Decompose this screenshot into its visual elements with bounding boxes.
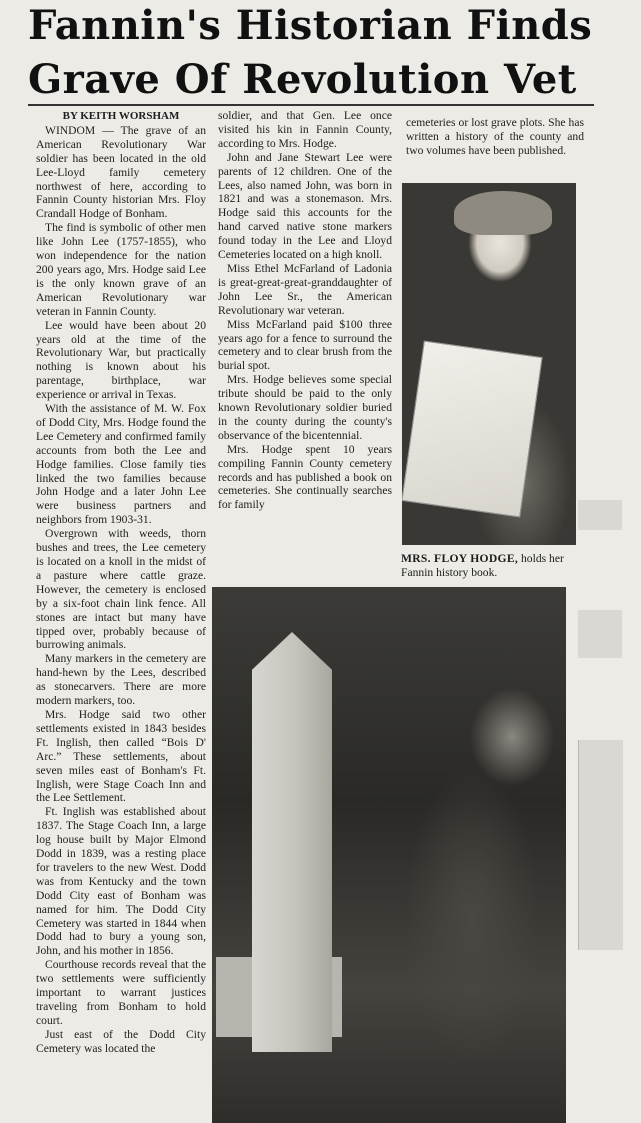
- paragraph: Many markers in the cemetery are hand-hewn by the Lees, described as stonecarvers. There are more modern markers, too.: [36, 652, 206, 708]
- photo-caption: [401, 552, 579, 580]
- photo-subject-hair: [454, 191, 552, 235]
- article-column-2: [218, 109, 392, 512]
- paragraph: cemeteries or lost grave plots. She has written a history of the county and two volumes have been published.: [406, 116, 584, 157]
- paragraph: The find is symbolic of other men like John Lee (1757-1855), who won independence for the nation 200 years ago, Mrs. Hodge said Lee is the only known grave of an American Revolutionary war veteran in Fannin County.: [36, 221, 206, 318]
- paragraph: Miss McFarland paid $100 three years ago for a fence to surround the cemetery and to clear brush from the burial spot.: [218, 317, 392, 373]
- paragraph: Lee would have been about 20 years old at the time of the Revolutionary War, but practically nothing is known about his parentage, birthplace, war experience or arrival in Texas.: [36, 318, 206, 402]
- caption-text: holds her Fannin history book.: [401, 552, 564, 579]
- adjacent-page-fragment: [578, 740, 623, 950]
- paragraph: John and Jane Stewart Lee were parents of 12 children. One of the Lees, also named John, was born in 1821 and was a stonemason. Mrs. Hodge said this accounts for the hand carved native stone markers found today in the Lee and Lloyd Cemeteries located on a high knoll.: [218, 150, 392, 262]
- paragraph: With the assistance of M. W. Fox of Dodd City, Mrs. Hodge found the Lee Cemetery and confirmed family accounts from both the Lee and Hodge families. Close family ties linked the two families because John Hodge and a later John Lee were business partners and neighbors from 1903-31.: [36, 402, 206, 527]
- history-book: [402, 340, 543, 517]
- paragraph: WINDOM — The grave of an American Revolutionary War soldier has been located in the old Lee-Lloyd family cemetery northwest of here, according to Fannin County historian Mrs. Floy Crandall Hodge of Bonham.: [36, 123, 206, 221]
- paragraph: Mrs. Hodge said two other settlements existed in 1843 besides Ft. Inglish, then called “Bois D' Arc.” These settlements, about seven miles east of Bonham's Ft. Inglish, were Stage Coach Inn and the Lee Settlement.: [36, 707, 206, 805]
- byline: BY KEITH WORSHAM: [62, 110, 180, 122]
- paragraph: Mrs. Hodge believes some special tribute should be paid to the only known Revolutionary soldier buried in the county during the county's observance of the bicentennial.: [218, 373, 392, 442]
- headline-line-1: Fannin's Historian Finds: [28, 2, 593, 49]
- paragraph: Courthouse records reveal that the two settlements were sufficiently important to warrant justices traveling from Bonham to hold court.: [36, 958, 206, 1027]
- gravestone: [252, 632, 332, 1052]
- headline-line-2: Grave Of Revolution Vet: [28, 56, 577, 103]
- paragraph: Overgrown with weeds, thorn bushes and trees, the Lee cemetery is located on a knoll in the midst of a pasture where cattle graze. However, the cemetery is enclosed by a six-foot chain link fence. All stones are intact but many have tipped over, probably because of burrowing animals.: [36, 527, 206, 652]
- paragraph: Miss Ethel McFarland of Ladonia is great-great-great-granddaughter of John Lee Sr., the American Revolutionary war veteran.: [218, 261, 392, 317]
- portrait-photo: [402, 183, 576, 545]
- adjacent-page-fragment: [578, 500, 622, 530]
- headline-rule: [28, 104, 594, 106]
- paragraph: Just east of the Dodd City Cemetery was located the: [36, 1027, 206, 1055]
- paragraph: soldier, and that Gen. Lee once visited his kin in Fannin County, according to Mrs. Hodge.: [218, 109, 392, 150]
- adjacent-page-fragment: [578, 610, 622, 658]
- paragraph: Mrs. Hodge spent 10 years compiling Fannin County cemetery records and has published a book on cemeteries. She continually searches for family: [218, 442, 392, 512]
- caption-name: MRS. FLOY HODGE,: [401, 552, 519, 565]
- article-column-1: [36, 110, 206, 1056]
- article-column-3: [406, 116, 584, 158]
- gravestone-photo: [212, 587, 566, 1123]
- paragraph: Ft. Inglish was established about 1837. The Stage Coach Inn, a large log house built by Major Elmond Dodd in 1839, was a resting place for travelers to the new West. Dodd was from Kentucky and the town Dodd City east of Bonham was named for him. The Dodd City Cemetery was started in 1844 when Dodd had to bury a young son, John, and his mother in 1856.: [36, 805, 206, 958]
